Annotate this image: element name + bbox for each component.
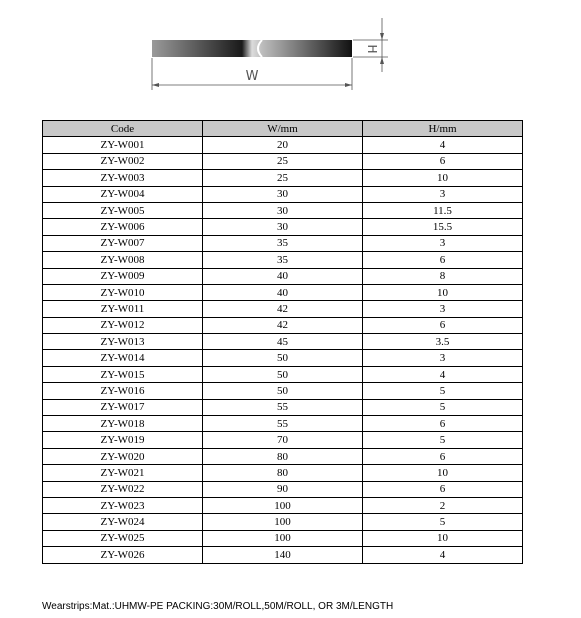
cell-width: 70 [203,432,363,448]
cell-height: 4 [363,547,523,563]
width-label: W [245,69,259,84]
cell-height: 4 [363,137,523,153]
cell-code: ZY-W025 [43,530,203,546]
cell-height: 3 [363,350,523,366]
cell-height: 3 [363,235,523,251]
cell-code: ZY-W006 [43,219,203,235]
cell-height: 4 [363,366,523,382]
cell-code: ZY-W015 [43,366,203,382]
cell-width: 50 [203,383,363,399]
strip-profile [152,40,352,57]
table-row [43,448,523,464]
table-row [43,186,523,202]
cell-height: 6 [363,317,523,333]
cell-height: 5 [363,399,523,415]
table-row [43,383,523,399]
cell-width: 25 [203,170,363,186]
wearstrip-cross-section-diagram [0,0,581,110]
width-arrow-right [345,83,352,87]
cell-width: 42 [203,317,363,333]
cell-height: 2 [363,497,523,513]
cell-width: 45 [203,334,363,350]
height-arrow-top [380,33,384,40]
cell-height: 10 [363,465,523,481]
cell-height: 5 [363,514,523,530]
cell-code: ZY-W008 [43,252,203,268]
cell-width: 42 [203,301,363,317]
cell-width: 50 [203,366,363,382]
cell-code: ZY-W021 [43,465,203,481]
table-row [43,268,523,284]
cell-code: ZY-W024 [43,514,203,530]
cell-code: ZY-W018 [43,416,203,432]
cell-width: 25 [203,153,363,169]
table-row [43,170,523,186]
cell-width: 55 [203,399,363,415]
table-body [43,137,523,563]
table-row [43,514,523,530]
table-header-row [43,121,523,137]
table-row [43,366,523,382]
cell-width: 100 [203,530,363,546]
table-row [43,481,523,497]
cell-code: ZY-W005 [43,202,203,218]
cell-width: 50 [203,350,363,366]
cell-height: 15.5 [363,219,523,235]
table-row [43,252,523,268]
cell-width: 35 [203,252,363,268]
cell-height: 3 [363,186,523,202]
table-row [43,284,523,300]
cell-width: 55 [203,416,363,432]
cell-code: ZY-W004 [43,186,203,202]
table-row [43,399,523,415]
cell-height: 6 [363,448,523,464]
footer-note: Wearstrips:Mat.:UHMW-PE PACKING:30M/ROLL,50M/ROLL, OR 3M/LENGTH [42,601,394,612]
cell-code: ZY-W019 [43,432,203,448]
cell-code: ZY-W017 [43,399,203,415]
cell-width: 30 [203,202,363,218]
cell-code: ZY-W014 [43,350,203,366]
cell-code: ZY-W020 [43,448,203,464]
cell-height: 10 [363,284,523,300]
table-row [43,334,523,350]
cell-code: ZY-W011 [43,301,203,317]
cell-width: 20 [203,137,363,153]
cell-code: ZY-W023 [43,497,203,513]
cell-height: 10 [363,530,523,546]
header-code: Code [43,121,203,137]
cell-width: 30 [203,219,363,235]
cell-code: ZY-W007 [43,235,203,251]
table-row [43,547,523,563]
cell-width: 40 [203,284,363,300]
cell-code: ZY-W001 [43,137,203,153]
cell-width: 80 [203,448,363,464]
cell-width: 90 [203,481,363,497]
table-row [43,153,523,169]
cell-code: ZY-W016 [43,383,203,399]
cell-code: ZY-W003 [43,170,203,186]
cell-width: 80 [203,465,363,481]
cell-height: 8 [363,268,523,284]
cell-height: 6 [363,416,523,432]
header-width: W/mm [203,121,363,137]
cell-width: 35 [203,235,363,251]
table-row [43,350,523,366]
table-row [43,432,523,448]
cell-height: 3 [363,301,523,317]
cell-height: 5 [363,432,523,448]
cell-code: ZY-W002 [43,153,203,169]
cell-height: 11.5 [363,202,523,218]
cell-height: 5 [363,383,523,399]
header-height: H/mm [363,121,523,137]
table-row [43,219,523,235]
height-label: H [365,44,379,54]
cell-height: 6 [363,252,523,268]
table-row [43,202,523,218]
width-arrow-left [152,83,159,87]
cell-code: ZY-W010 [43,284,203,300]
cell-code: ZY-W012 [43,317,203,333]
cell-code: ZY-W009 [43,268,203,284]
cell-width: 140 [203,547,363,563]
table-row [43,416,523,432]
cell-width: 100 [203,497,363,513]
table-row [43,317,523,333]
wearstrip-spec-table [42,120,523,564]
cell-code: ZY-W013 [43,334,203,350]
height-arrow-bottom [380,57,384,64]
cell-height: 6 [363,481,523,497]
cell-height: 10 [363,170,523,186]
cell-height: 3.5 [363,334,523,350]
cell-height: 6 [363,153,523,169]
cell-width: 100 [203,514,363,530]
cell-code: ZY-W022 [43,481,203,497]
cell-code: ZY-W026 [43,547,203,563]
table-row [43,137,523,153]
table-row [43,465,523,481]
table-row [43,497,523,513]
cell-width: 30 [203,186,363,202]
table-row [43,235,523,251]
table-row [43,530,523,546]
cell-width: 40 [203,268,363,284]
table-row [43,301,523,317]
